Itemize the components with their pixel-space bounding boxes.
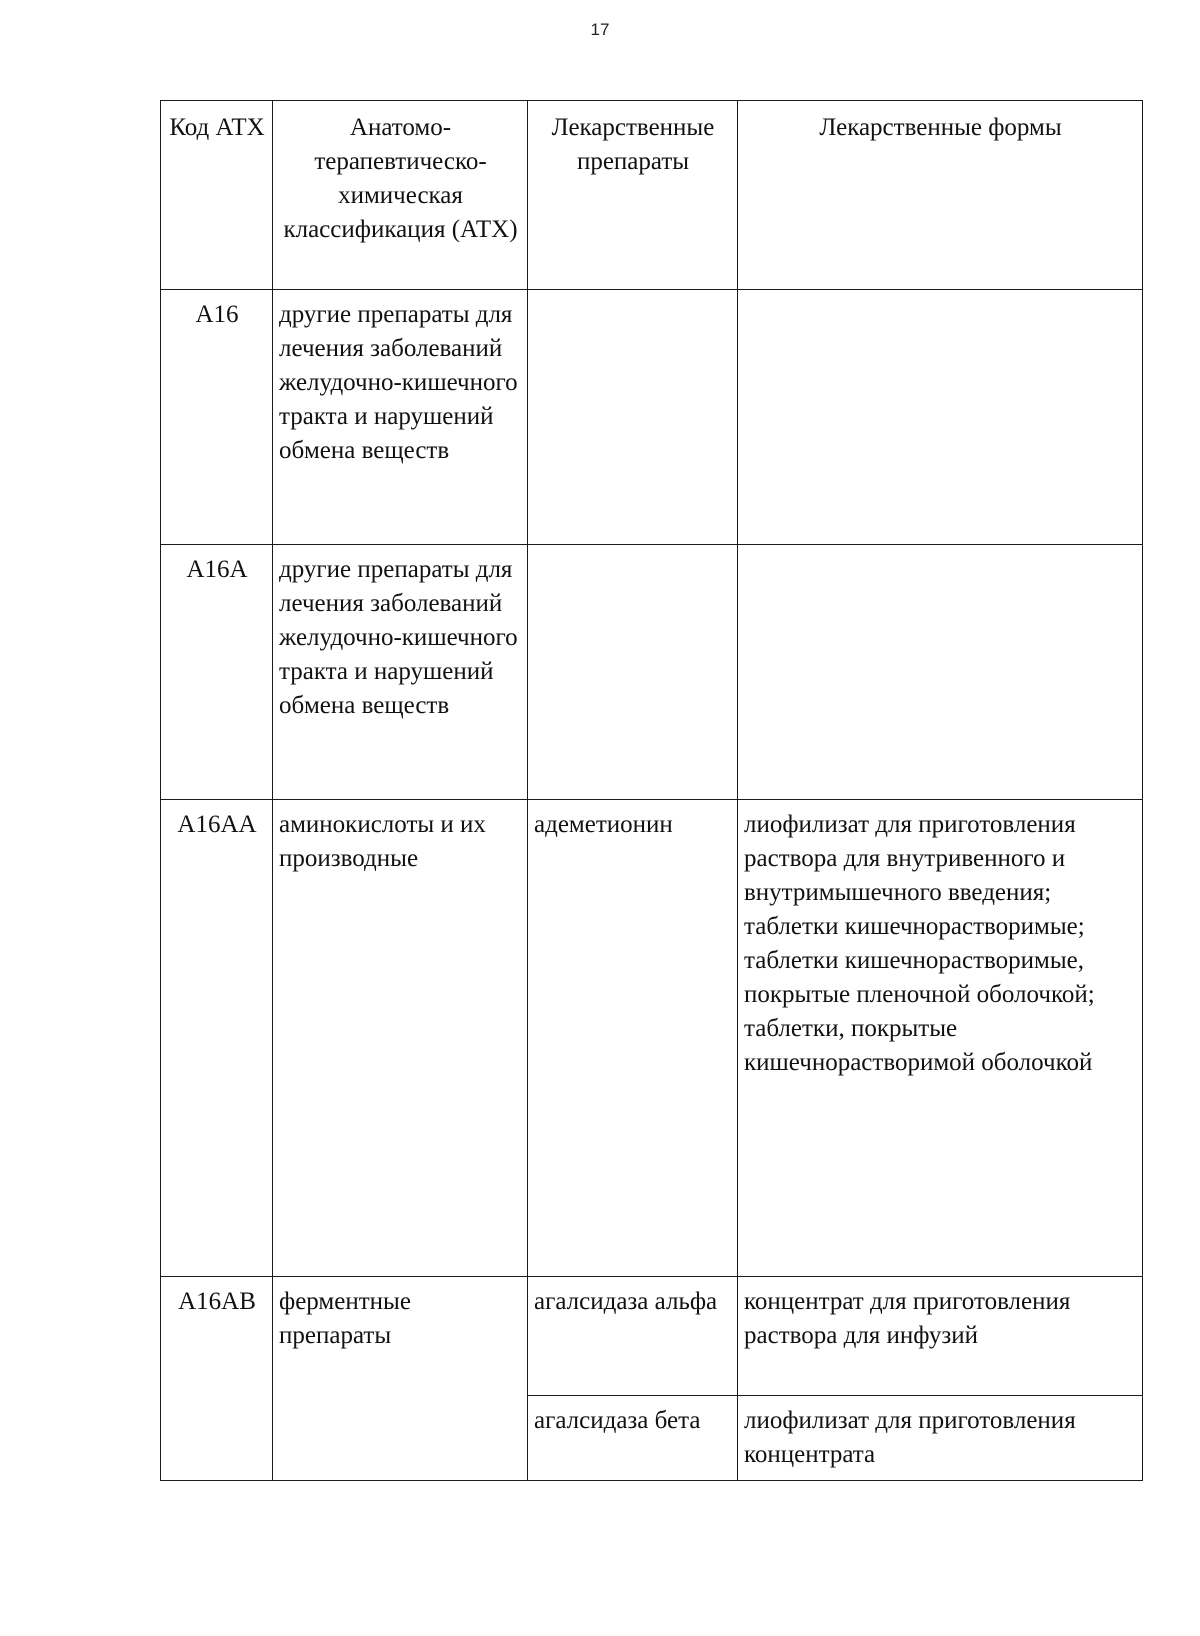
atc-code: A16	[161, 290, 273, 545]
table-row	[161, 290, 1143, 545]
table-row	[161, 545, 1143, 800]
dosage-forms	[738, 800, 1143, 1277]
drug-name	[528, 290, 738, 545]
drug-name	[528, 545, 738, 800]
atc-code: A16AA	[161, 800, 273, 1277]
table-row	[161, 1277, 1143, 1396]
dosage-forms	[738, 1396, 1143, 1481]
atc-classification: ферментные препараты	[273, 1277, 528, 1481]
header-classification: Анатомо-терапевтическо-химическая классификация (АТХ)	[273, 101, 528, 290]
drug-name: агалсидаза бета	[528, 1396, 738, 1481]
atc-code: A16A	[161, 545, 273, 800]
dosage-form-item: таблетки, покрытые кишечнорастворимой оболочкой	[744, 1015, 1093, 1076]
dosage-form-item: лиофилизат для приготовления раствора для внутривенного и внутримышечного введения;	[744, 811, 1076, 906]
atc-classification: аминокислоты и их производные	[273, 800, 528, 1277]
dosage-form-item: таблетки кишечнорастворимые, покрытые пленочной оболочкой;	[744, 947, 1095, 1008]
atc-classification: другие препараты для лечения заболеваний желудочно-кишечного тракта и нарушений обмена веществ	[273, 545, 528, 800]
table-row	[161, 800, 1143, 1277]
table-header-row	[161, 101, 1143, 290]
dosage-forms	[738, 545, 1143, 800]
header-code: Код АТХ	[161, 101, 273, 290]
dosage-form-item: таблетки кишечнорастворимые;	[744, 913, 1085, 940]
drug-name: адеметионин	[528, 800, 738, 1277]
header-drugs: Лекарственные препараты	[528, 101, 738, 290]
dosage-forms	[738, 1277, 1143, 1396]
drug-name: агалсидаза альфа	[528, 1277, 738, 1396]
atc-classification: другие препараты для лечения заболеваний желудочно-кишечного тракта и нарушений обмена веществ	[273, 290, 528, 545]
header-forms: Лекарственные формы	[738, 101, 1143, 290]
atc-table	[160, 100, 1143, 1481]
dosage-forms	[738, 290, 1143, 545]
dosage-form-item: концентрат для приготовления раствора для инфузий	[744, 1288, 1071, 1349]
dosage-form-item: лиофилизат для приготовления концентрата	[744, 1407, 1076, 1468]
atc-code: A16AB	[161, 1277, 273, 1481]
page-number: 17	[590, 20, 610, 39]
